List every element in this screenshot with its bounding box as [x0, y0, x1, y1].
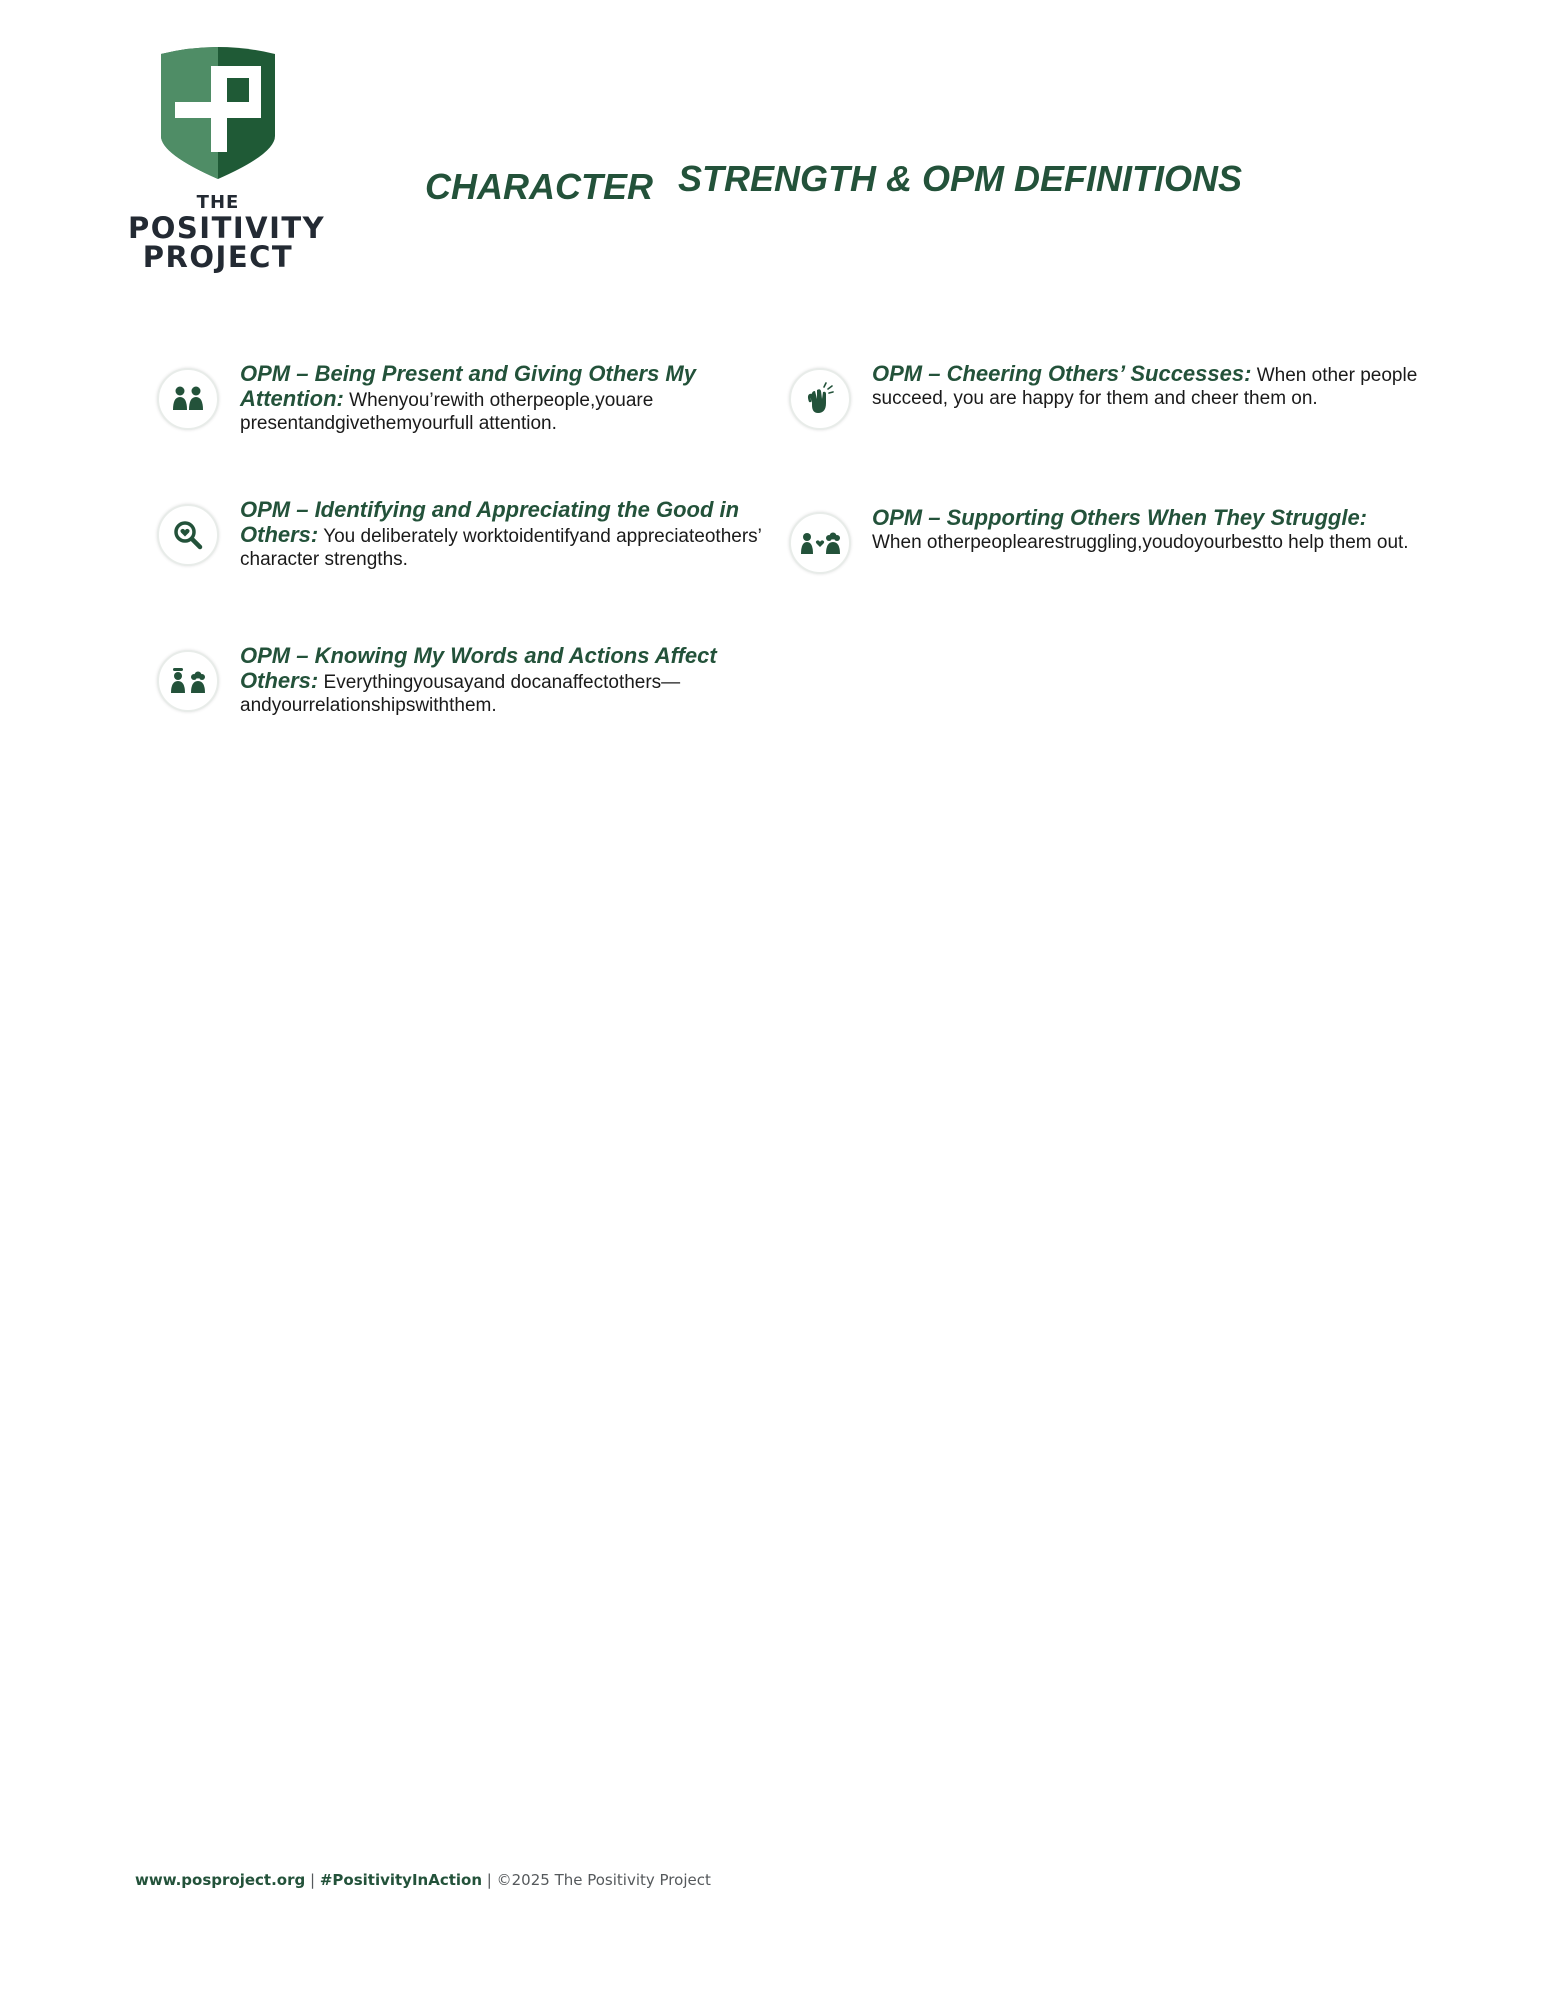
definition-title: OPM – Being Present and Giving Others My Attention: [240, 361, 696, 411]
page-title-character: CHARACTER [425, 166, 653, 207]
definition-title: OPM – Supporting Others When They Struggle: [872, 505, 1368, 530]
clapping-hands-icon [802, 381, 838, 417]
definition-supporting-others [872, 506, 1432, 554]
footer-separator: | [305, 1871, 320, 1889]
definition-body: When other people succeed, you are happy for them and cheer them on. [872, 365, 1418, 409]
footer-hashtag: #PositivityInAction [319, 1871, 483, 1889]
definition-body: Everythingyousayand docanaffectothers—andyourrelationshipswiththem. [240, 672, 681, 716]
definition-words-actions [240, 644, 800, 717]
definition-body: When otherpeoplearestruggling,youdoyourbestto help them out. [872, 532, 1409, 553]
logo-text-positivity: POSITIVITY [128, 211, 326, 245]
definition-cheering-successes [872, 362, 1432, 410]
definition-body: You deliberately worktoidentifyand appreciateothers’ character strengths. [240, 526, 762, 570]
definition-body: Whenyou’rewith otherpeople,youare presentandgivethemyourfull attention. [240, 390, 654, 434]
definition-title: OPM – Cheering Others’ Successes: [872, 361, 1252, 386]
two-people-icon [168, 384, 208, 414]
people-support-icon [798, 528, 842, 558]
definition-title: OPM – Knowing My Words and Actions Affect Others: [240, 643, 717, 693]
shield-plus-icon [153, 44, 283, 184]
logo-text-the: THE [196, 192, 240, 213]
footer-copyright: ©2025 The Positivity Project [496, 1871, 711, 1889]
definition-appreciating-good [240, 498, 800, 571]
footer-separator: | [482, 1871, 497, 1889]
footer [135, 1871, 711, 1889]
magnifier-heart-icon [171, 518, 205, 552]
definition-being-present [240, 362, 800, 435]
positivity-project-logo [128, 44, 326, 274]
footer-website-link[interactable]: www.posproject.org [135, 1871, 306, 1889]
page-title-definitions: STRENGTH & OPM DEFINITIONS [678, 158, 1243, 199]
logo-text-project: PROJECT [142, 240, 294, 274]
definition-title: OPM – Identifying and Appreciating the Good in Others: [240, 497, 740, 547]
speaking-person-icon [167, 666, 209, 696]
